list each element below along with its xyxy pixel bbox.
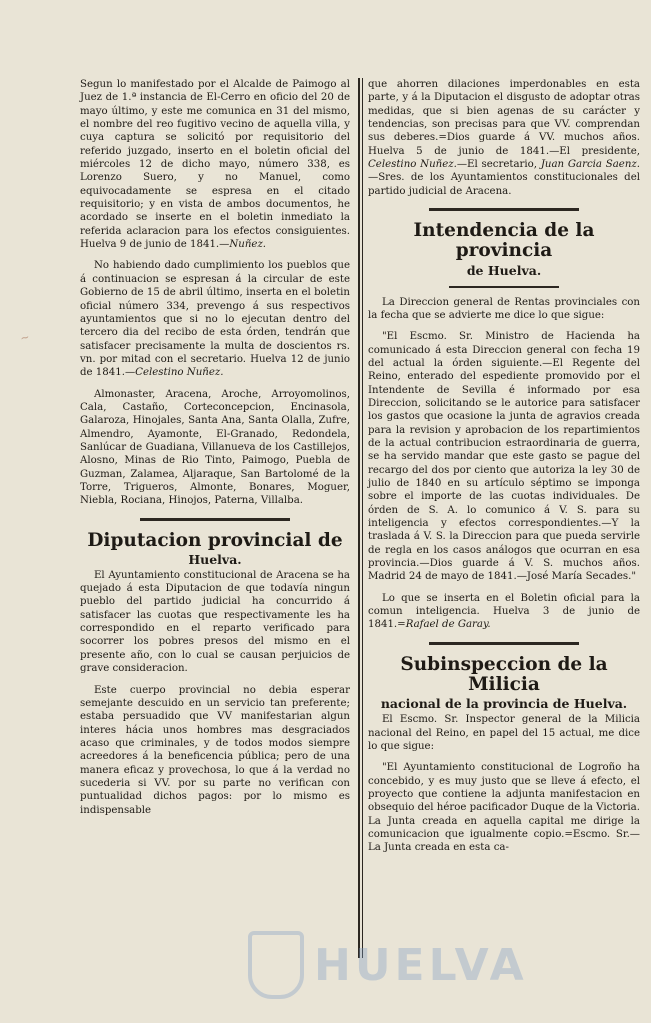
paragraph-town-list: Almonaster, Aracena, Aroche, Arroyomolinos, Cala, Castaño, Corteconcepcion, Encinasola, Galaroza, Hinojales, Santa Ana, Santa Olalla, Zufre, Almendro, Ayamonte, El-Granado, Redondela, Sanlúcar de Guadiana, Villanueva de los Castillejos, Alosno, Minas de Rio Tinto, Paimogo, Puebla de Guzman, Zalamea, Aljaraque, San Bartolomé de la Torre, Trigueros, Almonte, Bonares, Moguer, Niebla, Rociana, Hinojos, Paterna, Villalba.	[80, 388, 350, 507]
paragraph-aracena-complaint: El Ayuntamiento constitucional de Aracena se ha quejado á esta Diputacion de que todavía ningun pueblo del partido judicial ha concurrido á satisfacer las cuotas que respectivamente les ha correspondido en el reparto verificado para socorrer los pobres presos del mismo en el presente año, con lo cual se causan perjuicios de grave consideracion.	[80, 569, 350, 675]
section-rule	[429, 208, 579, 211]
column-divider	[358, 78, 360, 958]
paragraph-circular: No habiendo dado cumplimiento los pueblos que á continuacion se espresan á la circular de este Gobierno de 15 de abril último, inserta en el boletin oficial número 334, prevengo á sus respectivos ayuntamientos que si no lo ejecutan dentro del tercero dia del recibo de esta órden, tendrán que satisfacer precisamente la multa de doscientos rs. vn. por mitad con el secretario. Huelva 12 de junio de 1841.—Celestino Nuñez.	[80, 260, 350, 379]
paragraph-cuerpo-provincial: Este cuerpo provincial no debia esperar semejante descuido en un servicio tan preferente; estaba persuadido que VV manifestarian algun interes hácia unos hombres mas desgraciados acaso que criminales, y de todos modos siempre acreedores á la beneficencia pública; pero de una manera eficaz y provechosa, lo que á la verdad no sucederia si VV. por su parte no verifican con puntualidad dichos pagos: por lo mismo es indispensable	[80, 684, 350, 816]
paragraph-ministro-hacienda: "El Escmo. Sr. Ministro de Hacienda ha comunicado á esta Direccion general con fecha 19 del actual la órden siguiente.—El Regente del Reino, enterado del espediente promovido por el Intendente de Sevilla é informado por esa Direccion, solicitando se le autorice para satisfacer los gastos que ocasione la junta de agravios creada para la revision y aprobacion de los repartimientos de la actual contribucion estraordinaria de guerra, se ha servido mandar que este gasto se pague del recargo del dos por ciento que autoriza la ley 30 de julio de 1840 en su artículo séptimo se imponga sobre el importe de las cuotas individuales. De órden de S. A. lo comunico á V. S. para su inteligencia y efectos correspondientes.—Y la traslada á V. S. la Direccion para que pueda servirle de regla en los casos análogos que ocurran en esa provincia.—Dios guarde á V. S. muchos años. Madrid 24 de mayo de 1841.—José María Secades."	[368, 331, 640, 583]
paragraph-direccion-rentas: La Direccion general de Rentas provinciales con la fecha que se advierte me dice lo que sigue:	[368, 296, 640, 321]
section-heading-diputacion: Diputacion provincial de Huelva.	[87, 529, 343, 567]
section-rule	[429, 642, 579, 645]
paragraph-continuation: que ahorren dilaciones imperdonables en esta parte, y á la Diputacion el disgusto de adoptar otras medidas, que si bien agenas de su carácter y tendencias, son precisas para que VV. comprendan sus deberes.=Dios guarde á VV. muchos años. Huelva 5 de junio de 1841.—El presidente, Celestino Nuñez.—El secretario, Juan Garcia Saenz.—Sres. de los Ayuntamientos constitucionales del partido judicial de Aracena.	[368, 79, 641, 197]
paragraph-logrono: "El Ayuntamiento constitucional de Logroño ha concebido, y es muy justo que se lleve á efecto, el proyecto que contiene la adjunta manifestacion en obsequio del héroe pacificador Duque de la Victoria. La Junta creada en aquella capital me dirige la comunicacion que igualmente copio.=Escmo. Sr.—La Junta creada en esta ca-	[368, 762, 640, 854]
left-column	[80, 78, 350, 825]
section-heading-subinspeccion: Subinspeccion de la Milicia nacional de la provincia de Huelva.	[380, 653, 628, 712]
paragraph-inserta-boletin: Lo que se inserta en el Boletin oficial para la comun inteligencia. Huelva 3 de junio de 1841.=Rafael de Garay.	[368, 592, 640, 631]
section-rule-thin	[449, 286, 559, 288]
handwritten-margin-mark: ~	[18, 330, 31, 346]
paragraph-inspector-general: El Escmo. Sr. Inspector general de la Milicia nacional del Reino, en papel del 15 actual, me dice lo que sigue:	[368, 714, 640, 752]
watermark-text: HUELVA	[314, 939, 528, 991]
section-rule	[140, 518, 290, 521]
paragraph-aclaracion: Segun lo manifestado por el Alcalde de Paimogo al Juez de 1.ª instancia de El-Cerro en oficio del 20 de mayo último, y este me comunica en 31 del mismo, el nombre del reo fugitivo vecino de aquella villa, y cuya captura se solicitó por requisitorio del referido juzgado, inserto en el boletin oficial del miércoles 12 de dicho mayo, número 338, es Lorenzo Suero, y no Manuel, como equivocadamente se espresa en el citado requisitorio; y en vista de ambos documentos, he acordado se inserte en el boletin inmediato la referida aclaracion para los efectos consiguientes. Huelva 9 de junio de 1841.—Nuñez.	[80, 79, 350, 251]
shield-icon	[248, 931, 304, 999]
section-heading-intendencia: Intendencia de la provincia de Huelva.	[413, 220, 595, 278]
right-column	[368, 78, 640, 863]
column-divider-inner	[362, 78, 363, 958]
library-watermark	[248, 930, 608, 1000]
